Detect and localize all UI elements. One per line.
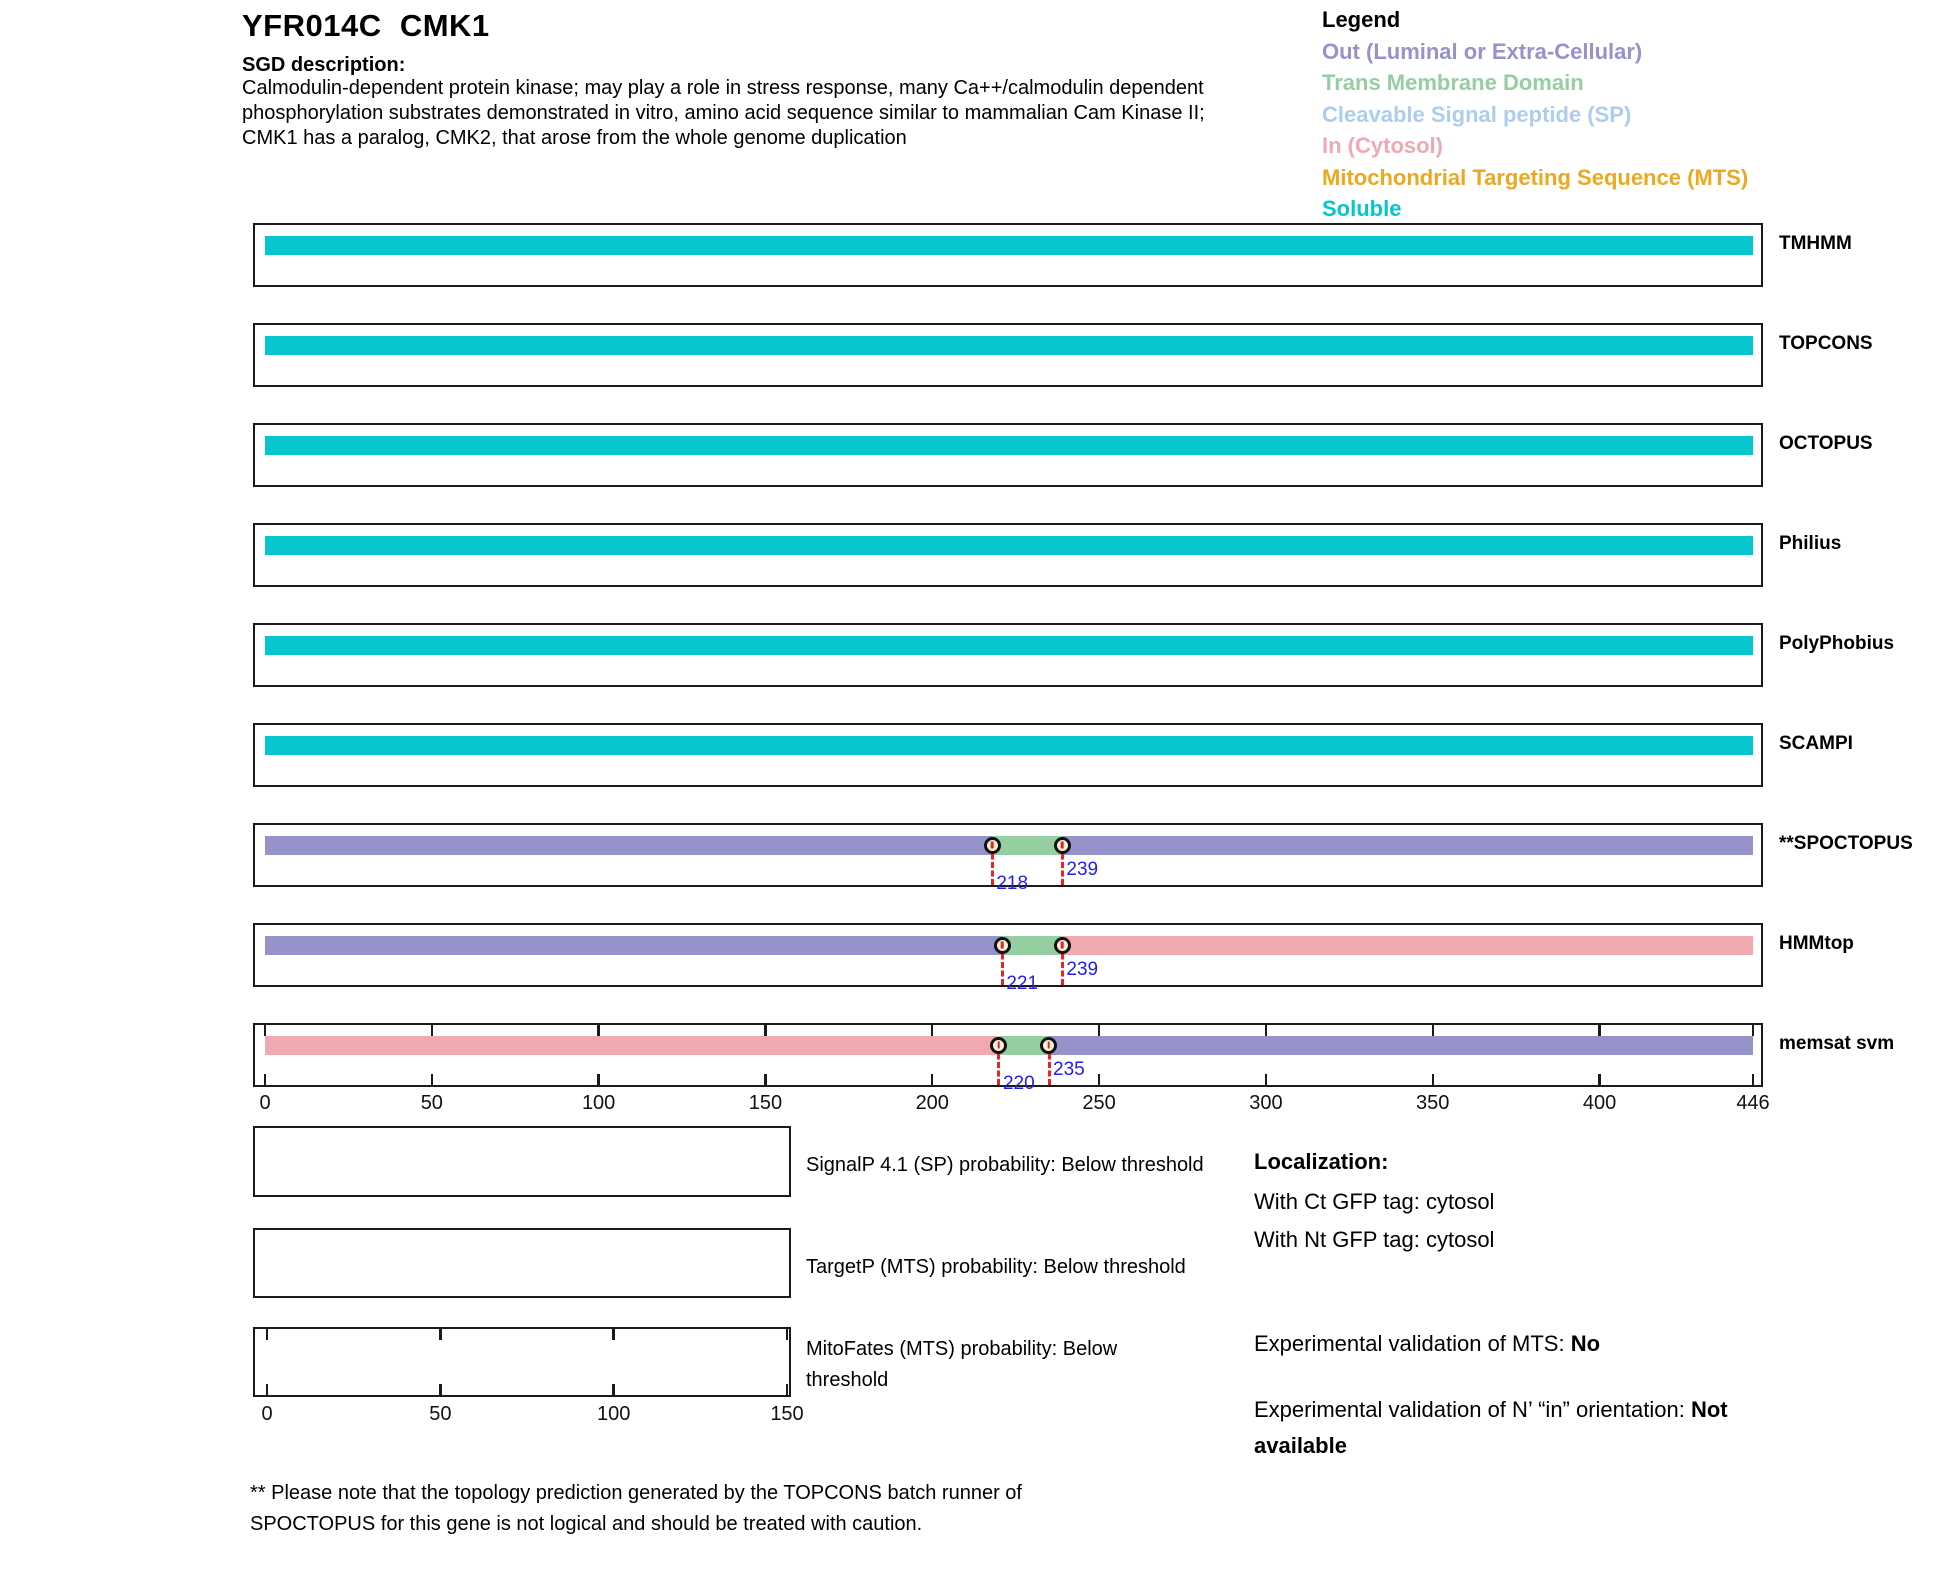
boundary-circle-marker xyxy=(1054,937,1071,954)
ruler-tick xyxy=(764,1025,766,1036)
ruler-tick xyxy=(612,1384,614,1395)
sgd-description-text xyxy=(242,76,1205,151)
mitofates-axis-tick-label: 0 xyxy=(261,1403,273,1425)
ruler-tick xyxy=(1098,1074,1100,1085)
description-line: CMK1 has a paralog, CMK2, that arose from the whole genome duplication xyxy=(242,127,907,149)
mitofates-result-text: MitoFates (MTS) probability: Below threshold xyxy=(806,1338,1118,1391)
track-bar-philius xyxy=(265,536,1753,555)
segment-soluble xyxy=(265,536,1753,555)
legend-item-in: In (Cytosol) xyxy=(1322,133,1443,158)
localization-title: Localization: xyxy=(1254,1149,1389,1174)
track-bar-scampi xyxy=(265,736,1753,755)
ruler-tick xyxy=(439,1384,441,1395)
boundary-circle-marker xyxy=(1040,1037,1057,1054)
legend-item-trans: Trans Membrane Domain xyxy=(1322,70,1584,95)
ruler-tick xyxy=(264,1025,266,1036)
segment-in xyxy=(265,1036,999,1055)
segment-soluble xyxy=(265,436,1753,455)
ruler-tick xyxy=(439,1329,441,1340)
axis-tick-label: 400 xyxy=(1582,1092,1617,1114)
ruler-tick xyxy=(431,1025,433,1036)
boundary-circle-dash xyxy=(1048,1042,1051,1049)
boundary-position-label: 218 xyxy=(996,873,1029,894)
nt-gfp-localization: With Nt GFP tag: cytosol xyxy=(1254,1227,1495,1252)
mitofates-axis-tick-label: 150 xyxy=(770,1403,804,1425)
ruler-tick xyxy=(786,1329,788,1340)
ruler-tick xyxy=(1265,1074,1267,1085)
boundary-position-label: 221 xyxy=(1006,973,1039,994)
axis-tick-label: 100 xyxy=(581,1092,616,1114)
track-bar-spoctopus xyxy=(265,836,1753,855)
segment-out xyxy=(265,936,1002,955)
track-box-memsat-svm xyxy=(253,1023,1763,1094)
boundary-circle-marker xyxy=(990,1037,1007,1054)
segment-tm xyxy=(992,836,1062,855)
ruler-tick xyxy=(1098,1025,1100,1036)
segment-out xyxy=(1062,836,1753,855)
segment-soluble xyxy=(265,236,1753,255)
axis-tick-label: 300 xyxy=(1249,1092,1283,1114)
track-bar-tmhmm xyxy=(265,236,1753,255)
ruler-tick xyxy=(764,1074,766,1085)
legend-item-cleavable: Cleavable Signal peptide (SP) xyxy=(1322,101,1632,127)
signalp-plot-box xyxy=(253,1126,791,1197)
mts-validation-value: No xyxy=(1570,1331,1601,1356)
ruler-tick xyxy=(1265,1025,1267,1036)
description-line: Calmodulin-dependent protein kinase; may play a role in stress response, many Ca++/calmodulin dependent xyxy=(242,77,1204,99)
track-box-topcons xyxy=(253,323,1763,387)
boundary-circle-dash xyxy=(991,842,994,849)
track-label-polyphobius: PolyPhobius xyxy=(1779,633,1895,654)
axis-tick-label: 50 xyxy=(420,1092,443,1114)
track-label-hmmtop: HMMtop xyxy=(1779,933,1854,954)
footnote-line: SPOCTOPUS for this gene is not logical and should be treated with caution. xyxy=(250,1513,923,1535)
ct-gfp-localization: With Ct GFP tag: cytosol xyxy=(1254,1189,1495,1214)
segment-soluble xyxy=(265,336,1753,355)
page-title: YFR014C CMK1 xyxy=(242,8,490,43)
boundary-circle-marker xyxy=(984,837,1001,854)
track-label-memsat-svm: memsat svm xyxy=(1779,1033,1895,1054)
track-label-spoctopus: **SPOCTOPUS xyxy=(1779,833,1913,854)
segment-in xyxy=(1062,936,1753,955)
track-label-topcons: TOPCONS xyxy=(1779,333,1873,354)
orientation-validation-prefix: Experimental validation of N’ “in” orientation: xyxy=(1254,1397,1691,1422)
ruler-tick xyxy=(431,1074,433,1085)
ruler-tick xyxy=(1598,1074,1600,1085)
legend-item-mitochondrial: Mitochondrial Targeting Sequence (MTS) xyxy=(1322,164,1749,190)
boundary-position-label: 235 xyxy=(1053,1059,1085,1080)
track-label-tmhmm: TMHMM xyxy=(1779,233,1852,254)
boundary-position-label: 220 xyxy=(1002,1073,1035,1094)
track-box-hmmtop xyxy=(253,923,1763,994)
ruler-tick xyxy=(266,1329,268,1340)
ruler-tick xyxy=(1752,1074,1754,1085)
legend-title: Legend xyxy=(1322,7,1401,32)
mts-validation-line xyxy=(1254,1326,1600,1362)
segment-out xyxy=(1049,1036,1753,1055)
legend xyxy=(1322,4,1748,225)
track-bar-memsat-svm xyxy=(265,1036,1753,1055)
segment-soluble xyxy=(265,636,1753,655)
ruler-tick xyxy=(931,1074,933,1085)
track-label-philius: Philius xyxy=(1779,533,1842,554)
track-box-scampi xyxy=(253,723,1763,787)
mitofates-axis-tick-label: 100 xyxy=(596,1403,631,1425)
orientation-validation-line xyxy=(1254,1392,1769,1464)
mitofates-axis-tick-label: 50 xyxy=(429,1403,452,1425)
ruler-tick xyxy=(266,1384,268,1395)
ruler-tick xyxy=(612,1329,614,1340)
ruler-tick xyxy=(786,1384,788,1395)
footnote xyxy=(250,1478,1022,1540)
targetp-plot-box xyxy=(253,1228,791,1298)
segment-soluble xyxy=(265,736,1753,755)
signalp-result-text: SignalP 4.1 (SP) probability: Below threshold xyxy=(806,1154,1204,1176)
ruler-tick xyxy=(597,1025,599,1036)
axis-tick-label: 200 xyxy=(915,1092,949,1114)
ruler-tick xyxy=(931,1025,933,1036)
ruler-tick xyxy=(1432,1025,1434,1036)
ruler-tick xyxy=(597,1074,599,1085)
ruler-tick xyxy=(1598,1025,1600,1036)
track-box-tmhmm xyxy=(253,223,1763,287)
boundary-circle-marker xyxy=(1054,837,1071,854)
mitofates-plot-box xyxy=(253,1327,791,1397)
axis-tick-label: 150 xyxy=(748,1092,783,1114)
boundary-circle-dash xyxy=(1001,942,1004,949)
ruler-tick xyxy=(1752,1025,1754,1036)
track-label-octopus: OCTOPUS xyxy=(1779,433,1873,454)
track-box-polyphobius xyxy=(253,623,1763,687)
axis-tick-label: 0 xyxy=(259,1092,271,1114)
mts-validation-prefix: Experimental validation of MTS: xyxy=(1254,1331,1571,1356)
boundary-position-label: 239 xyxy=(1066,859,1099,880)
track-box-spoctopus xyxy=(253,823,1763,894)
track-box-octopus xyxy=(253,423,1763,487)
track-bar-topcons xyxy=(265,336,1753,355)
boundary-circle-dash xyxy=(1061,842,1064,849)
segment-out xyxy=(265,836,992,855)
legend-items xyxy=(1322,36,1748,225)
track-label-scampi: SCAMPI xyxy=(1779,733,1853,754)
sgd-description-label: SGD description: xyxy=(242,54,406,76)
boundary-circle-marker xyxy=(994,937,1011,954)
targetp-result-text: TargetP (MTS) probability: Below threshold xyxy=(806,1256,1186,1278)
ruler-tick xyxy=(264,1074,266,1085)
boundary-position-label: 239 xyxy=(1066,959,1099,980)
legend-item-soluble: Soluble xyxy=(1322,196,1402,221)
description-line: phosphorylation substrates demonstrated in vitro, amino acid sequence similar to mammalian Cam Kinase II; xyxy=(242,102,1205,124)
axis-tick-label: 350 xyxy=(1416,1092,1450,1114)
ruler-tick xyxy=(1432,1074,1434,1085)
axis-tick-label: 250 xyxy=(1082,1092,1116,1114)
orientation-validation-value: Not available xyxy=(1254,1397,1728,1458)
boundary-circle-dash xyxy=(997,1042,1000,1049)
track-bar-octopus xyxy=(265,436,1753,455)
legend-item-out: Out (Luminal or Extra-Cellular) xyxy=(1322,38,1643,64)
footnote-line: ** Please note that the topology prediction generated by the TOPCONS batch runner of xyxy=(250,1482,1022,1504)
boundary-circle-dash xyxy=(1061,942,1064,949)
track-box-philius xyxy=(253,523,1763,587)
track-bar-polyphobius xyxy=(265,636,1753,655)
axis-tick-label: 446 xyxy=(1736,1092,1770,1114)
